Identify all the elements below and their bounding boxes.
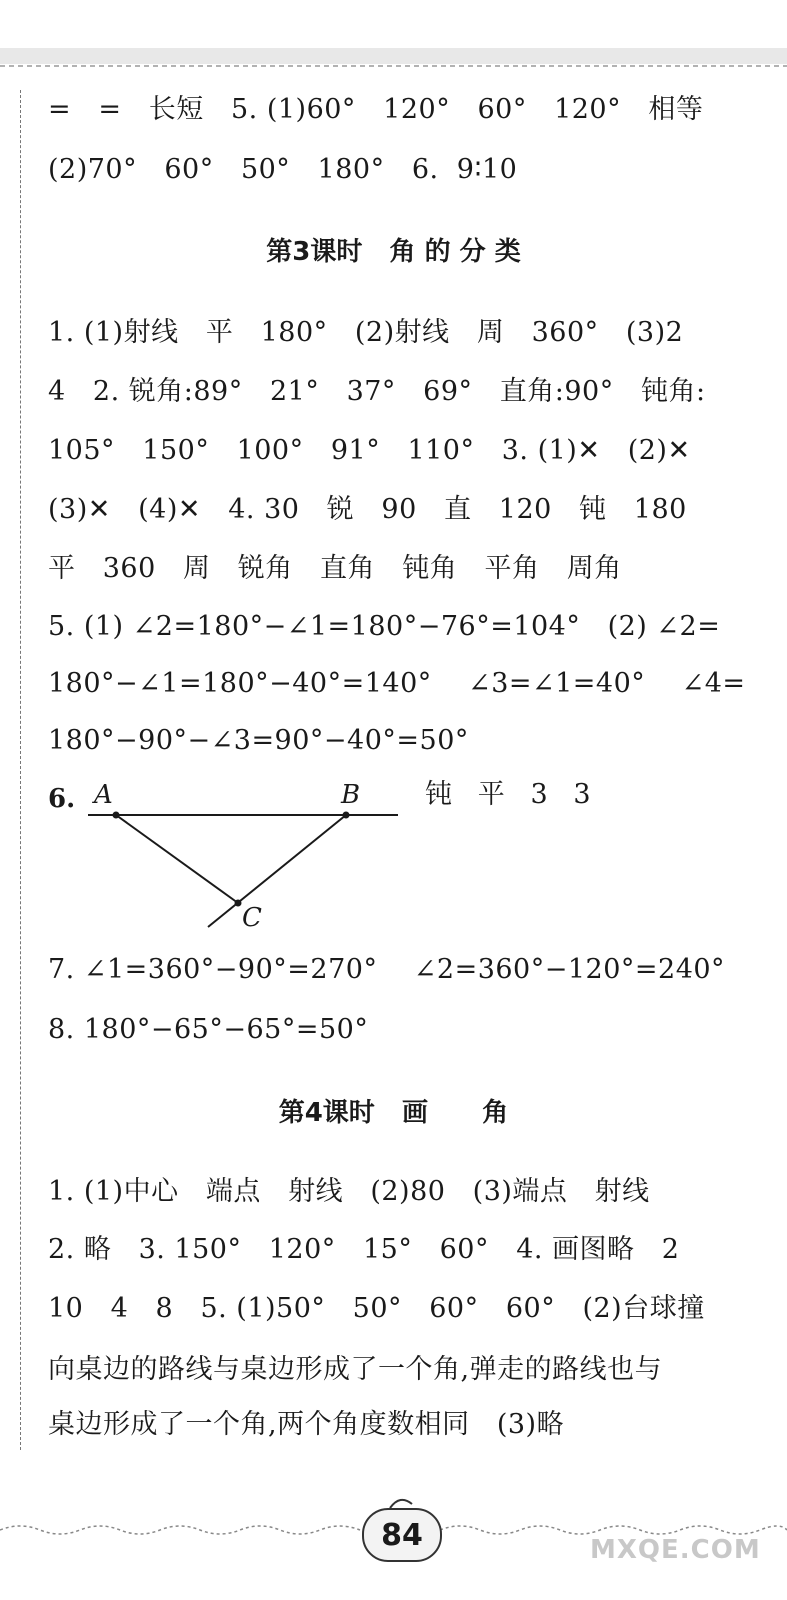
label-c: C — [242, 903, 262, 933]
point-b — [343, 812, 350, 819]
section-heading-lesson-4: 第4课时 画 角 — [278, 1098, 509, 1128]
answer-line: (3)✕ (4)✕ 4. 30 锐 90 直 120 钝 180 — [48, 494, 687, 525]
label-a: A — [94, 780, 113, 810]
answer-line: 向桌边的路线与桌边形成了一个角,弹走的路线也与 — [48, 1354, 663, 1385]
answer-line: 180°−∠1=180°−40°=140° ∠3=∠1=40° ∠4= — [48, 668, 746, 699]
answer-line: 105° 150° 100° 91° 110° 3. (1)✕ (2)✕ — [48, 435, 691, 466]
apple-stem-icon — [390, 1500, 412, 1508]
answer-line: 10 4 8 5. (1)50° 50° 60° 60° (2)台球撞 — [48, 1293, 705, 1324]
question-6-answer: 钝 平 3 3 — [425, 779, 591, 810]
top-decorative-border — [0, 40, 787, 80]
answer-line: 5. (1) ∠2=180°−∠1=180°−76°=104° (2) ∠2= — [48, 611, 721, 642]
answer-line: 1. (1)射线 平 180° (2)射线 周 360° (3)2 — [48, 317, 684, 348]
angle-figure — [48, 770, 428, 945]
answer-line: 平 360 周 锐角 直角 钝角 平角 周角 — [48, 553, 622, 584]
answer-line: 7. ∠1=360°−90°=270° ∠2=360°−120°=240° — [48, 954, 726, 985]
watermark-text: MXQE.COM — [590, 1535, 761, 1565]
page-number: 84 — [362, 1508, 442, 1562]
section-heading-lesson-3: 第3课时 角 的 分 类 — [266, 237, 521, 267]
segment-ac — [116, 815, 238, 903]
point-c — [235, 900, 242, 907]
answer-line: (2)70° 60° 50° 180° 6. 9∶10 — [48, 154, 518, 185]
answer-line: 180°−90°−∠3=90°−40°=50° — [48, 725, 469, 756]
left-margin-line — [20, 90, 21, 1450]
answer-line: 4 2. 锐角:89° 21° 37° 69° 直角:90° 钝角: — [48, 376, 706, 407]
point-a — [113, 812, 120, 819]
answer-line: = = 长短 5. (1)60° 120° 60° 120° 相等 — [48, 94, 704, 125]
answer-line: 1. (1)中心 端点 射线 (2)80 (3)端点 射线 — [48, 1176, 650, 1207]
answer-line: 8. 180°−65°−65°=50° — [48, 1014, 369, 1045]
label-b: B — [341, 780, 361, 810]
ray-bc — [208, 815, 346, 927]
answer-line: 桌边形成了一个角,两个角度数相同 (3)略 — [48, 1409, 565, 1440]
answer-line: 2. 略 3. 150° 120° 15° 60° 4. 画图略 2 — [48, 1234, 680, 1265]
question-number: 6. — [48, 784, 76, 814]
